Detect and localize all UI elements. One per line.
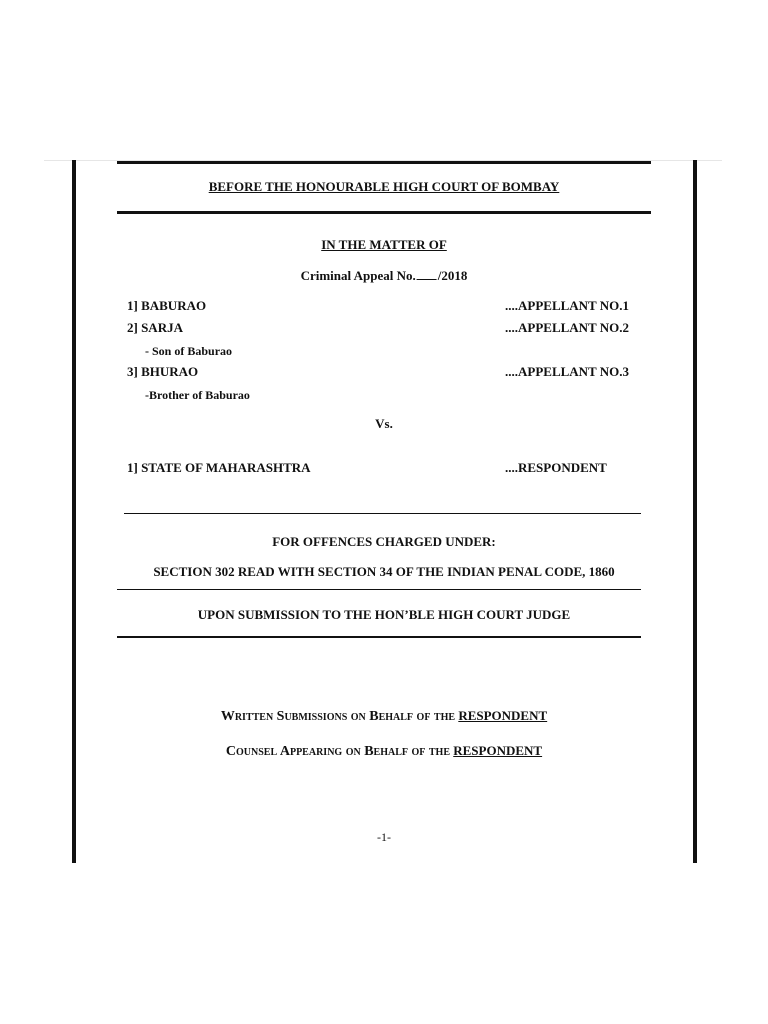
party-3-role: ....APPELLANT NO.3 (505, 364, 629, 379)
written-submissions-line (221, 708, 547, 725)
written-submissions-prefix: Written Submissions on Behalf of the (220, 709, 456, 724)
party-1-name: 1] BABURAO (127, 298, 207, 313)
court-heading: BEFORE THE HONOURABLE HIGH COURT OF BOMBAY (208, 179, 560, 194)
submission-text: UPON SUBMISSION TO THE HON’BLE HIGH COURT JUDGE (197, 607, 571, 622)
submission-bottom-rule (117, 636, 641, 638)
page-number: -1- (377, 830, 391, 844)
right-border-bar (693, 160, 697, 863)
matter-heading: IN THE MATTER OF (321, 237, 447, 252)
counsel-line (226, 743, 542, 760)
party-3-relation: -Brother of Baburao (145, 388, 250, 402)
written-submissions-party: RESPONDENT (458, 708, 548, 723)
versus-label: Vs. (375, 416, 393, 431)
party-2-name: 2] SARJA (127, 320, 183, 335)
offences-top-rule (124, 513, 641, 514)
respondent-name: 1] STATE OF MAHARASHTRA (127, 460, 311, 475)
respondent-role: ....RESPONDENT (505, 460, 607, 475)
appeal-number (301, 268, 468, 284)
left-border-bar (72, 160, 76, 863)
counsel-prefix: Counsel Appearing on Behalf of the (225, 744, 450, 759)
top-heavy-rule (117, 161, 651, 164)
appeal-prefix: Criminal Appeal No. (300, 268, 416, 283)
party-1-role: ....APPELLANT NO.1 (505, 298, 629, 313)
party-2-role: ....APPELLANT NO.2 (505, 320, 629, 335)
offences-heading: FOR OFFENCES CHARGED UNDER: (272, 534, 496, 549)
heading-heavy-rule (117, 211, 651, 214)
party-2-relation: - Son of Baburao (145, 344, 233, 358)
counsel-party: RESPONDENT (453, 743, 543, 758)
section-text: SECTION 302 READ WITH SECTION 34 OF THE INDIAN PENAL CODE, 1860 (153, 564, 615, 579)
appeal-suffix: /2018 (437, 268, 468, 283)
appeal-blank (417, 279, 437, 280)
party-3-name: 3] BHURAO (127, 364, 199, 379)
section-bottom-rule (117, 589, 641, 590)
